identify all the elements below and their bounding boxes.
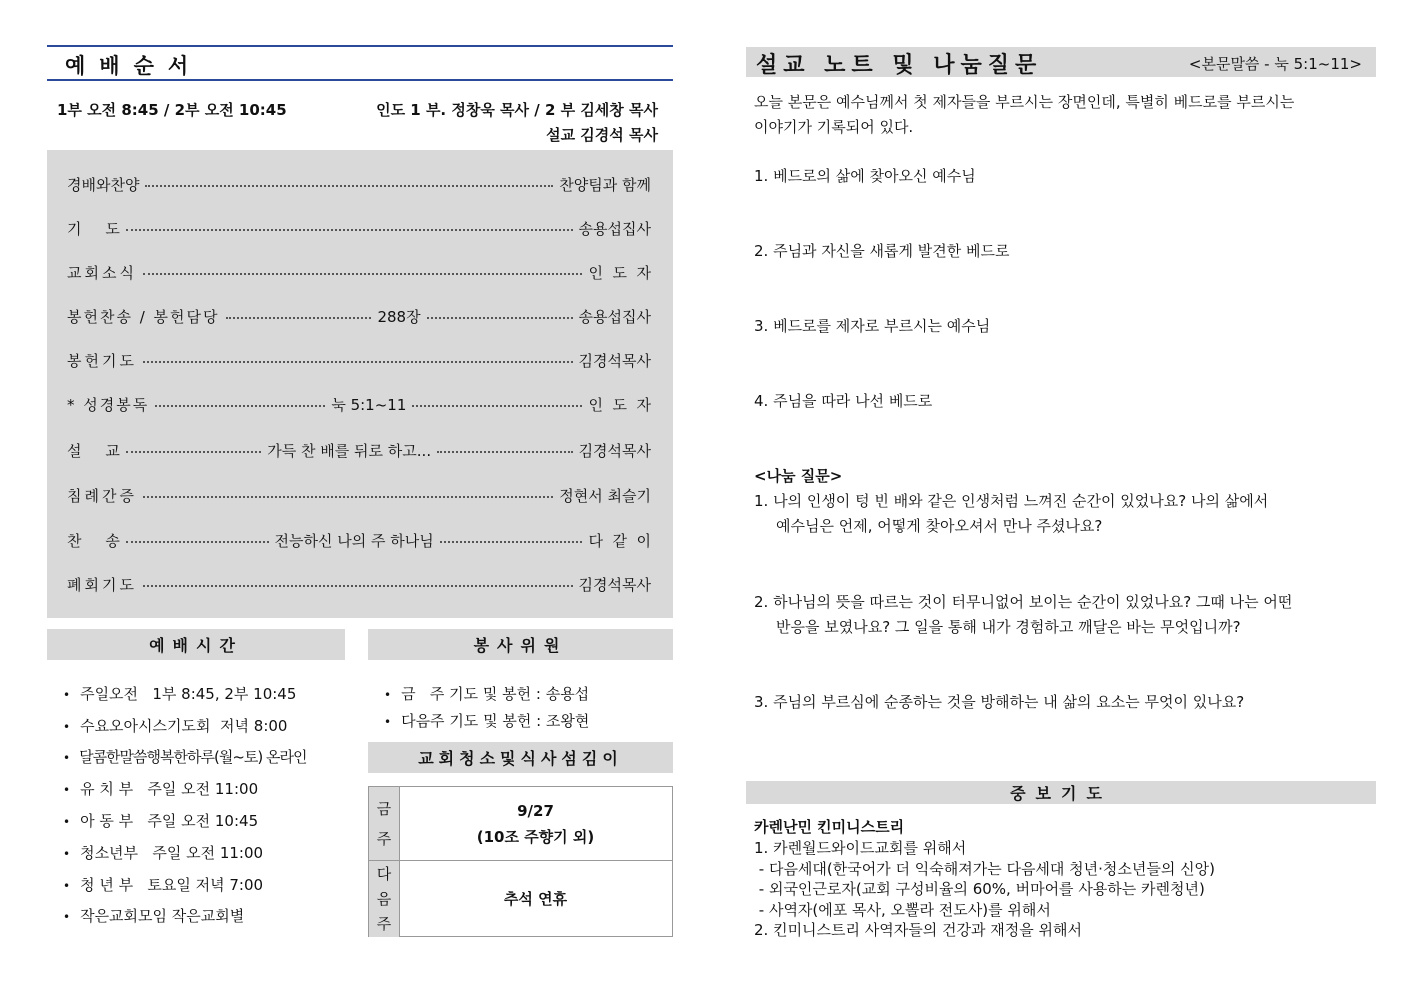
label-char: 다 — [376, 864, 392, 883]
prayer-org: 카렌난민 킨미니스트리 — [754, 818, 905, 836]
row-right: 김경석목사 — [578, 351, 651, 370]
cleaning-header: 교회청소및식사섬김이 — [368, 742, 673, 773]
row-label: 경배와찬양 — [67, 175, 140, 194]
list-item: • 청소년부 주일 오전 11:00 — [63, 842, 263, 863]
prayer-line: 2. 킨미니스트리 사역자들의 건강과 재정을 위해서 — [754, 921, 1082, 939]
prayer-line: - 다음세대(한국어가 더 익숙해져가는 다음세대 청년·청소년들의 신앙) — [754, 860, 1215, 878]
sharing-question: 2. 하나님의 뜻을 따르는 것이 터무니없어 보이는 순간이 있었나요? 그때 나는 어떤 — [754, 593, 1293, 611]
sermon-point: 3. 베드로를 제자로 부르시는 예수님 — [754, 317, 991, 335]
list-item: • 작은교회모임 작은교회별 — [63, 905, 244, 926]
next-week-label — [369, 861, 400, 937]
prayer-line: 1. 카렌월드와이드교회를 위해서 — [754, 839, 967, 857]
order-row — [67, 572, 651, 596]
row-label: 폐회기도 — [67, 575, 137, 594]
row-right: 김경석목사 — [578, 575, 651, 594]
times-header: 예배시간 — [47, 629, 345, 660]
order-row — [67, 438, 651, 462]
sermon-reference: <본문말씀 - 눅 5:1~11> — [1188, 55, 1362, 73]
row-middle: 눅 5:1~11 — [331, 395, 407, 414]
row-middle: 전능하신 나의 주 하나님 — [274, 531, 434, 550]
cleaning-table — [368, 786, 673, 937]
row-right: 다 같 이 — [588, 531, 651, 550]
row-right: 송용섭집사 — [578, 307, 651, 326]
next-week-cell — [399, 861, 672, 937]
sharing-title: <나눔 질문> — [754, 467, 843, 485]
list-item: • 달콤한말씀행복한하루(월~토) 온라인 — [63, 746, 306, 767]
preacher: 설교 김경석 목사 — [546, 126, 658, 144]
row-right: 송용섭집사 — [578, 219, 651, 238]
next-week-value: 추석 연휴 — [503, 890, 568, 908]
this-week-label — [369, 787, 400, 861]
this-week-value: (10조 주향기 외) — [476, 827, 595, 846]
sharing-question: 예수님은 언제, 어떻게 찾아오셔서 만나 주셨나요? — [776, 517, 1103, 535]
this-week-cell — [399, 787, 672, 861]
committee-header: 봉사위원 — [368, 629, 673, 660]
row-label: * 성경봉독 — [67, 395, 150, 414]
sermon-point: 2. 주님과 자신을 새롭게 발견한 베드로 — [754, 242, 1010, 260]
list-item: • 아 동 부 주일 오전 10:45 — [63, 810, 258, 831]
order-row — [67, 528, 651, 552]
row-label: 침례간증 — [67, 486, 137, 505]
sermon-intro: 오늘 본문은 예수님께서 첫 제자들을 부르시는 장면인데, 특별히 베드로를 부르시는 — [754, 93, 1295, 111]
order-row — [67, 348, 651, 372]
list-item: • 금 주 기도 및 봉헌 : 송용섭 — [384, 683, 589, 704]
label-char: 음 — [376, 889, 392, 908]
row-middle: 가득 찬 배를 뒤로 하고... — [267, 441, 432, 460]
order-row — [67, 172, 651, 196]
list-item: • 유 치 부 주일 오전 11:00 — [63, 778, 258, 799]
order-row — [67, 392, 651, 416]
leaders: 인도 1 부. 정창욱 목사 / 2 부 김세창 목사 — [376, 101, 658, 119]
order-row — [67, 260, 651, 284]
prayer-header: 중보기도 — [746, 781, 1376, 804]
label-char: 금 — [376, 799, 392, 818]
label-char: 주 — [376, 914, 392, 933]
sermon-header — [746, 47, 1376, 77]
sharing-question: 1. 나의 인생이 텅 빈 배와 같은 인생처럼 느껴진 순간이 있었나요? 나의 삶에서 — [754, 492, 1269, 510]
service-times: 1부 오전 8:45 / 2부 오전 10:45 — [57, 101, 287, 119]
list-item: • 청 년 부 토요일 저녁 7:00 — [63, 874, 263, 895]
order-header — [47, 45, 673, 81]
order-row — [67, 216, 651, 240]
sharing-question: 3. 주님의 부르심에 순종하는 것을 방해하는 내 삶의 요소는 무엇이 있나요? — [754, 693, 1245, 711]
row-label: 기 도 — [67, 219, 120, 238]
label-char: 주 — [376, 829, 392, 848]
row-right: 인 도 자 — [588, 263, 651, 282]
order-title: 예배순서 — [65, 54, 203, 78]
sermon-title: 설교 노트 및 나눔질문 — [756, 53, 1043, 78]
row-label: 봉헌찬송 / 봉헌담당 — [67, 307, 220, 326]
row-label: 봉헌기도 — [67, 351, 137, 370]
row-label: 설 교 — [67, 441, 120, 460]
row-right: 인 도 자 — [588, 395, 651, 414]
prayer-line: - 외국인근로자(교회 구성비율의 60%, 버마어를 사용하는 카렌청년) — [754, 880, 1205, 898]
sermon-point: 4. 주님을 따라 나선 베드로 — [754, 392, 933, 410]
list-item: • 다음주 기도 및 봉헌 : 조왕현 — [384, 710, 589, 731]
order-box — [47, 150, 673, 618]
row-label: 찬 송 — [67, 531, 120, 550]
order-row — [67, 483, 651, 507]
row-middle: 288장 — [377, 307, 421, 326]
row-right: 김경석목사 — [578, 441, 652, 460]
sharing-question: 반응을 보였나요? 그 일을 통해 내가 경험하고 깨달은 바는 무엇입니까? — [776, 618, 1241, 636]
list-item: • 주일오전 1부 8:45, 2부 10:45 — [63, 683, 296, 704]
row-right: 찬양팀과 함께 — [559, 175, 651, 194]
prayer-line: - 사역자(에포 목사, 오뽈라 전도사)를 위해서 — [754, 901, 1051, 919]
list-item: • 수요오아시스기도회 저녁 8:00 — [63, 715, 287, 736]
order-row — [67, 304, 651, 328]
row-label: 교회소식 — [67, 263, 137, 282]
this-week-date: 9/27 — [517, 801, 554, 820]
row-right: 정현서 최슬기 — [559, 486, 651, 505]
sermon-intro: 이야기가 기록되어 있다. — [754, 118, 914, 136]
sermon-point: 1. 베드로의 삶에 찾아오신 예수님 — [754, 167, 976, 185]
